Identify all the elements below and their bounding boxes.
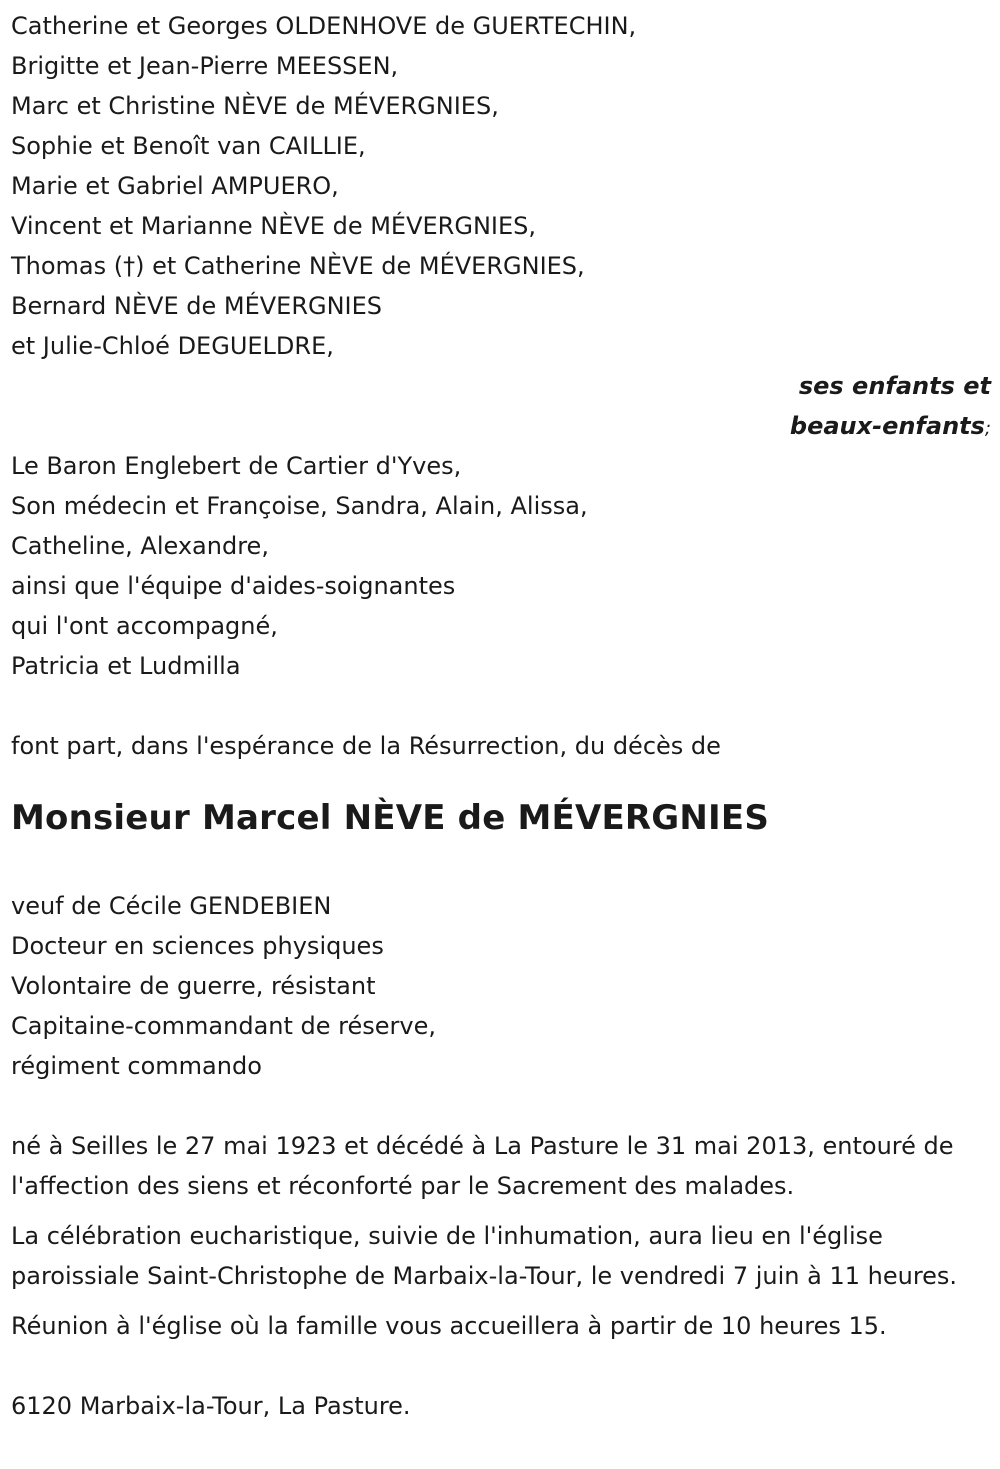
family-line: Marie et Gabriel AMPUERO, — [11, 172, 339, 200]
meeting-paragraph: Réunion à l'église où la famille vous accueillera à partir de 10 heures 15. — [11, 1312, 887, 1340]
address-line: 6120 Marbaix-la-Tour, La Pasture. — [11, 1392, 411, 1420]
title-line: Volontaire de guerre, résistant — [11, 972, 376, 1000]
others-line: Son médecin et Françoise, Sandra, Alain, Alissa, — [11, 492, 588, 520]
others-line: Le Baron Englebert de Cartier d'Yves, — [11, 452, 462, 480]
family-line: Vincent et Marianne NÈVE de MÉVERGNIES, — [11, 212, 536, 240]
title-line: régiment commando — [11, 1052, 262, 1080]
ceremony-paragraph: La célébration eucharistique, suivie de l'inhumation, aura lieu en l'église paroissiale Saint-Christophe de Marbaix-la-Tour, le vendredi 7 juin à 11 heures. — [11, 1222, 958, 1290]
spacer — [11, 846, 991, 886]
title-line: Capitaine-commandant de réserve, — [11, 1012, 437, 1040]
family-role-line-1 — [11, 366, 991, 406]
others-list — [11, 446, 991, 686]
family-role-line-2 — [11, 406, 991, 446]
family-list — [11, 6, 991, 366]
others-line: Patricia et Ludmilla — [11, 652, 241, 680]
spacer — [11, 686, 991, 726]
family-line: Thomas (†) et Catherine NÈVE de MÉVERGNIES, — [11, 252, 585, 280]
others-line: Catheline, Alexandre, — [11, 532, 269, 560]
family-line: Sophie et Benoît van CAILLIE, — [11, 132, 366, 160]
others-line: qui l'ont accompagné, — [11, 612, 278, 640]
family-line: et Julie-Chloé DEGUELDRE, — [11, 332, 334, 360]
family-role-text-1: ses enfants et — [798, 372, 991, 400]
family-role-text-2: beaux-enfants — [789, 412, 985, 440]
spacer — [11, 1086, 991, 1126]
title-line: Docteur en sciences physiques — [11, 932, 384, 960]
titles-list — [11, 886, 991, 1086]
deceased-name: Monsieur Marcel NÈVE de MÉVERGNIES — [11, 798, 770, 838]
family-line: Brigitte et Jean-Pierre MEESSEN, — [11, 52, 399, 80]
obituary-notice — [11, 0, 991, 1426]
family-role-punct: ; — [984, 418, 991, 439]
family-line: Marc et Christine NÈVE de MÉVERGNIES, — [11, 92, 499, 120]
title-line: veuf de Cécile GENDEBIEN — [11, 892, 332, 920]
announcement-text: font part, dans l'espérance de la Résurrection, du décès de — [11, 732, 721, 760]
spacer — [11, 1356, 991, 1386]
family-line: Catherine et Georges OLDENHOVE de GUERTECHIN, — [11, 12, 637, 40]
birth-death-paragraph: né à Seilles le 27 mai 1923 et décédé à La Pasture le 31 mai 2013, entouré de l'affection des siens et réconforté par le Sacrement des malades. — [11, 1132, 954, 1200]
others-line: ainsi que l'équipe d'aides-soignantes — [11, 572, 456, 600]
family-line: Bernard NÈVE de MÉVERGNIES — [11, 292, 383, 320]
